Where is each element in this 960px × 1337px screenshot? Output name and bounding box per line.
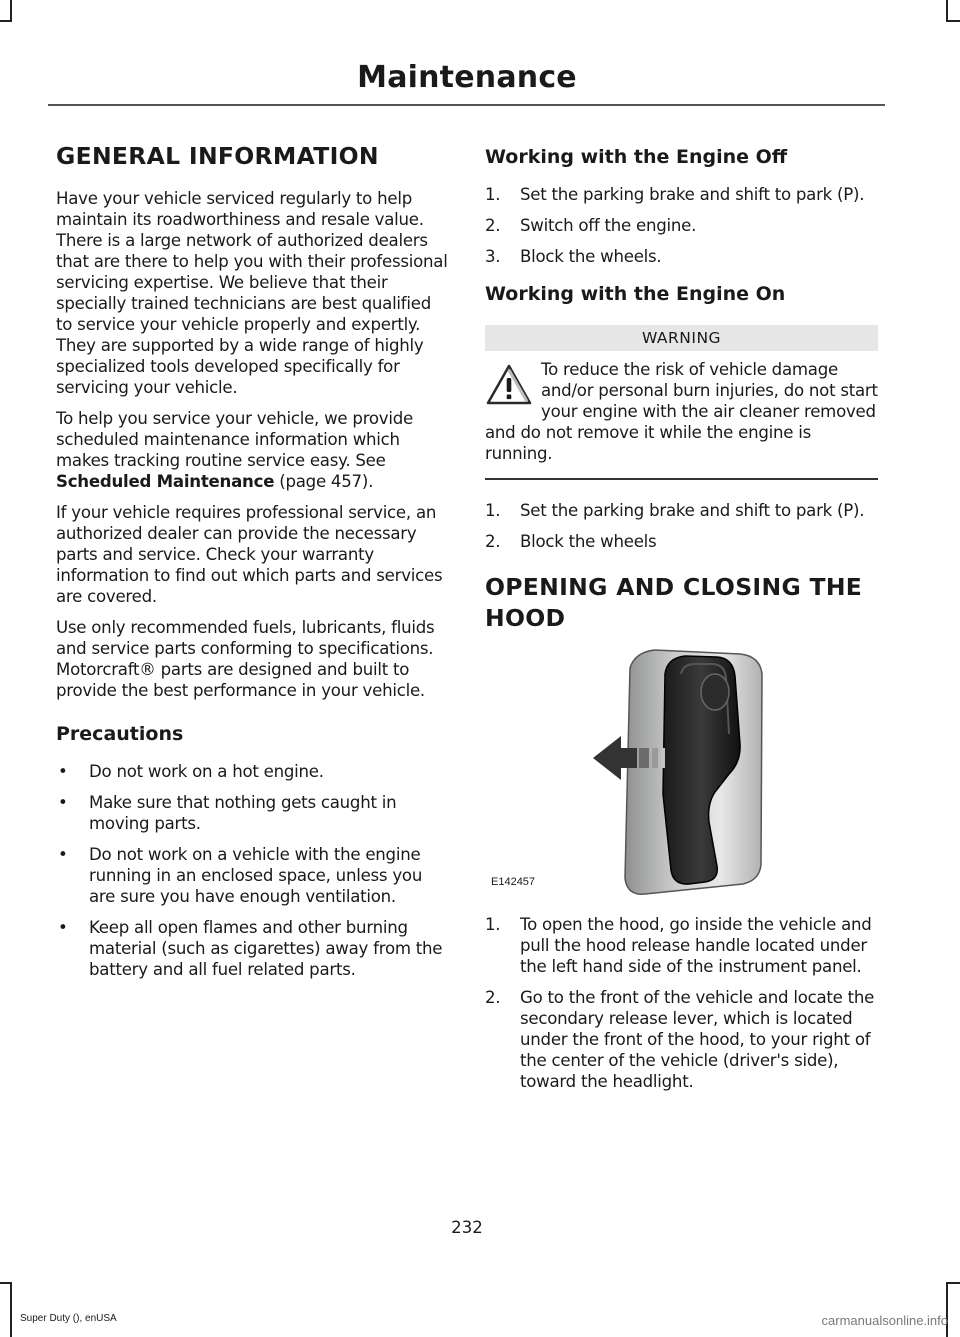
scheduled-maintenance-link[interactable]: Scheduled Maintenance	[56, 472, 275, 491]
general-information-heading: GENERAL INFORMATION	[56, 142, 379, 170]
warning-triangle-icon	[485, 363, 533, 407]
list-item-text: Make sure that nothing gets caught in moving parts.	[89, 793, 397, 833]
recommended-parts-paragraph: Use only recommended fuels, lubricants, fluids and service parts conforming to specifications. Motorcraft® parts are designed and built to provide the best performance in your vehicle.	[56, 618, 435, 700]
list-item	[56, 792, 448, 834]
warning-body	[485, 359, 878, 464]
hood-heading	[485, 572, 878, 634]
engine-on-steps	[485, 500, 878, 552]
engine-off-steps	[485, 184, 878, 267]
list-item	[485, 215, 878, 236]
paragraph-text: To help you service your vehicle, we provide scheduled maintenance information which makes tracking routine service easy. See	[56, 409, 413, 470]
step-number: 2.	[485, 532, 501, 551]
step-text: Go to the front of the vehicle and locate the secondary release lever, which is located under the front of the hood, to your right of the center of the vehicle (driver's side), toward the headlight.	[520, 988, 875, 1091]
warning-box	[485, 325, 878, 480]
watermark: carmanualsonline.info	[821, 1313, 948, 1328]
figure-label: E142457	[491, 876, 536, 888]
list-item-text: Do not work on a vehicle with the engine running in an enclosed space, unless you are sure you have enough ventilation.	[89, 845, 423, 906]
bullet: •	[58, 762, 68, 781]
step-text: Block the wheels	[520, 532, 657, 551]
hood-steps	[485, 914, 878, 1092]
step-text: Switch off the engine.	[520, 216, 697, 235]
step-number: 1.	[485, 501, 501, 520]
list-item	[56, 844, 448, 907]
list-item	[485, 987, 878, 1092]
hood-release-handle-illustration	[485, 634, 878, 898]
intro-paragraph: Have your vehicle serviced regularly to help maintain its roadworthiness and resale value. There is a large network of authorized dealers that are there to help you with their professional servicing expertise. We believe that their specially trained technicians are best qualified to service your vehicle properly and expertly. They are supported by a wide range of highly specialized tools developed specifically for servicing your vehicle.	[56, 189, 448, 397]
crop-mark	[10, 0, 12, 22]
engine-on-heading: Working with the Engine On	[485, 283, 786, 305]
step-text: To open the hood, go inside the vehicle and pull the hood release handle located under the left hand side of the instrument panel.	[520, 915, 872, 976]
precautions-heading: Precautions	[56, 723, 184, 745]
hood-heading-line1: OPENING AND CLOSING THE	[485, 573, 863, 601]
right-column	[485, 144, 878, 1102]
warning-text: To reduce the risk of vehicle damage and/or personal burn injuries, do not start your engine with the air cleaner removed and do not remove it while the engine is running.	[485, 360, 878, 463]
list-item	[485, 500, 878, 521]
step-number: 1.	[485, 185, 501, 204]
crop-mark	[946, 0, 948, 22]
header-divider	[48, 104, 885, 106]
warning-label: WARNING	[485, 325, 878, 351]
list-item	[56, 761, 448, 782]
list-item	[485, 914, 878, 977]
engine-off-heading: Working with the Engine Off	[485, 146, 788, 168]
crop-mark	[10, 1282, 12, 1337]
step-text: Block the wheels.	[520, 247, 662, 266]
bullet: •	[58, 918, 68, 937]
crop-mark	[946, 1282, 948, 1337]
list-item	[56, 917, 448, 980]
step-number: 2.	[485, 988, 501, 1007]
bullet: •	[58, 845, 68, 864]
step-number: 2.	[485, 216, 501, 235]
list-item	[485, 531, 878, 552]
bullet: •	[58, 793, 68, 812]
footer-text: Super Duty (), enUSA	[20, 1313, 117, 1324]
professional-service-paragraph: If your vehicle requires professional service, an authorized dealer can provide the necessary parts and service. Check your warranty information to find out which parts and services are covered.	[56, 503, 443, 606]
list-item	[485, 184, 878, 205]
crop-mark	[946, 1282, 960, 1284]
page-header-title: Maintenance	[357, 60, 577, 95]
step-number: 3.	[485, 247, 501, 266]
list-item	[485, 246, 878, 267]
scheduled-maintenance-paragraph	[56, 408, 448, 492]
list-item-text: Do not work on a hot engine.	[89, 762, 324, 781]
crop-mark	[0, 20, 12, 22]
step-text: Set the parking brake and shift to park (P).	[520, 185, 865, 204]
step-text: Set the parking brake and shift to park (P).	[520, 501, 865, 520]
precautions-list	[56, 761, 448, 980]
left-column	[56, 140, 448, 990]
step-number: 1.	[485, 915, 501, 934]
crop-mark	[946, 20, 960, 22]
page-number: 232	[451, 1218, 483, 1237]
page-reference: (page 457).	[274, 472, 374, 491]
warning-divider	[485, 478, 878, 480]
hood-release-figure	[485, 634, 878, 898]
list-item-text: Keep all open flames and other burning material (such as cigarettes) away from the battery and all fuel related parts.	[89, 918, 443, 979]
hood-heading-line2: HOOD	[485, 604, 566, 632]
crop-mark	[0, 1282, 12, 1284]
